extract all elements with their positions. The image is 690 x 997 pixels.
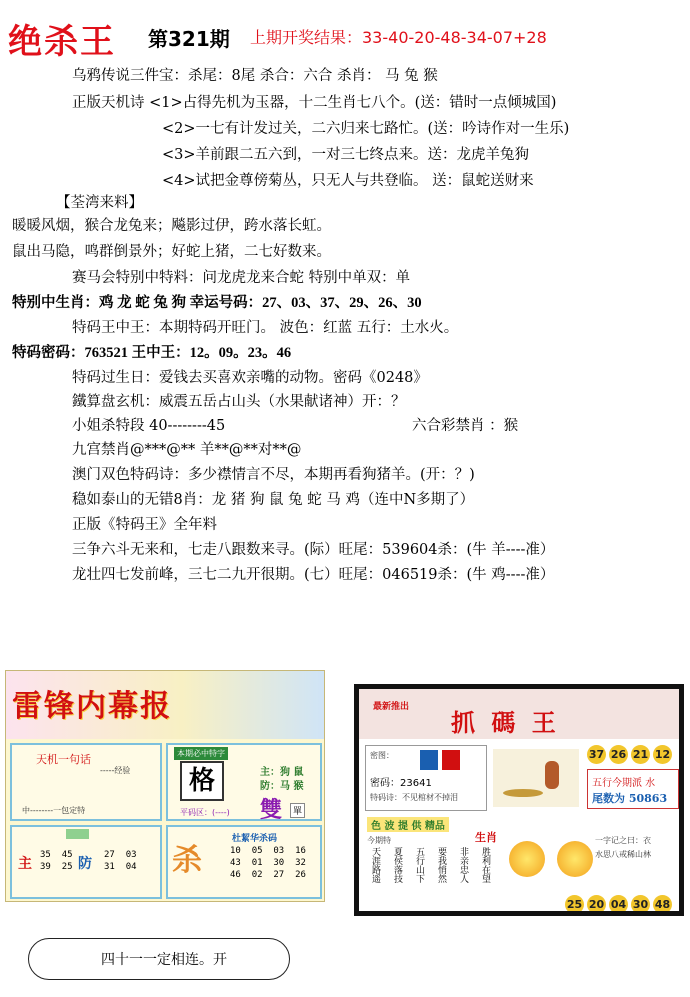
row-label: 中--------一包定特: [22, 806, 86, 815]
line-abacus: 鐵算盘玄机：威震五岳占山头（水果献诸神）开：？: [72, 394, 406, 410]
line-forbidden: 六合彩禁肖 ：猴: [412, 418, 519, 434]
line-crow-legend: 乌鸦传说三件宝：杀尾：8尾 杀合：六合 杀肖： 马 兔 猴: [72, 68, 438, 84]
line-king: 特码王中王：本期特码开旺门。 波色：红蓝 五行：土水火。: [72, 320, 459, 336]
main-zodiac: 主：狗 鼠: [260, 767, 304, 778]
sun-icon: [509, 841, 545, 877]
guard-zodiac: 防：马 猴: [260, 781, 304, 792]
line-verse-1: 暖暖风烟，猴合龙兔来；飚影过伊，跨水落长虹。: [12, 218, 331, 234]
top-ball: 26: [609, 745, 628, 764]
kill-panel: [166, 825, 322, 899]
code-image: [420, 750, 460, 770]
right-note-1: 一字记之曰：衣: [595, 836, 651, 845]
line-miss-kill: 小姐杀特段 40--------45: [72, 418, 226, 434]
section-heading: 【荃湾来料】: [56, 195, 143, 211]
top-ball: 12: [653, 745, 672, 764]
verse-col: 夏侯落技: [392, 847, 402, 883]
line-nine-palace: 九宫禁肖@***@** 羊**@**对**@: [72, 442, 302, 458]
sub-banner: [66, 829, 89, 839]
bottom-ball: 48: [653, 895, 672, 914]
fang-label: 防: [78, 857, 92, 872]
new-label: 最新推出: [373, 702, 410, 712]
line-poem-3: <3>羊前跟二五六到，一对三七终点来。送：龙虎羊兔狗: [162, 147, 530, 163]
grid-cell: 46: [230, 870, 241, 880]
grid-cell: 03: [273, 846, 285, 856]
sun-icon: [557, 841, 593, 877]
poem-panel: [10, 743, 162, 821]
card-brand: 雷锋内幕报: [12, 689, 172, 724]
right-note-2: 水思八戒稀山林: [595, 850, 651, 859]
grid-cell: 27: [273, 870, 285, 880]
top-ball: 37: [587, 745, 606, 764]
last-result: 上期开奖结果：33-40-20-48-34-07+28: [250, 28, 547, 47]
fang-num: 03: [125, 850, 137, 860]
code-value: 23641: [400, 778, 432, 789]
bottom-ball: 20: [587, 895, 606, 914]
line-annual: 正版《特码王》全年料: [72, 517, 217, 533]
info-box: [587, 769, 679, 809]
grid-cell: 01: [251, 858, 263, 868]
figure-icon: [545, 761, 559, 789]
grid-cell: 16: [295, 846, 306, 856]
shengxiao-label: 生肖: [475, 832, 497, 844]
zhuamawang-card: [354, 684, 684, 916]
card2-brand: 抓 碼 王: [451, 708, 560, 737]
shuang-char: 雙: [260, 797, 283, 823]
kill-grid-row: [230, 857, 306, 869]
grid-cell: 02: [251, 870, 263, 880]
verse-col: 要我悄然: [436, 847, 446, 883]
line-tail-2: 龙壮四七发前峰，三七二九开很期。(七）旺尾：046519杀：(牛 鸡----准）: [72, 567, 555, 583]
line-birthday: 特码过生日：爱钱去买喜欢亲嘴的动物。密码《0248》: [72, 370, 428, 386]
code-row: [370, 774, 432, 789]
line-special-zodiac: 特别中生肖：鸡 龙 蛇 兔 狗 幸运号码：27、03、37、29、26、30: [12, 295, 422, 311]
verse-col: 胜利在望: [480, 847, 490, 883]
tail-number: 尾数为 50863: [592, 792, 668, 805]
fang-num: 31: [104, 862, 115, 872]
dan-char: 單: [290, 803, 305, 818]
kill-grid-row: [230, 845, 306, 857]
plate-icon: [503, 789, 543, 797]
illustration: [493, 749, 579, 807]
cloud-bubble: [28, 938, 290, 980]
top-ball: 21: [631, 745, 650, 764]
line-poem-4: <4>试把金尊傍菊丛，只无人与共登临。 送：鼠蛇送财来: [162, 173, 534, 189]
char-box: 格: [180, 761, 224, 801]
page-title: 绝杀王: [8, 22, 116, 62]
fang-num: 04: [125, 862, 137, 872]
poem-sub: -----经验: [100, 766, 131, 775]
poem-title: 天机一句话: [36, 753, 91, 766]
grid-cell: 43: [230, 858, 241, 868]
char-panel: [166, 743, 322, 821]
zhu-num: 25: [61, 862, 73, 872]
line-macau-poem: 澳门双色特码诗：多少襟情言不尽，本期再看狗猪羊。(开：？): [72, 467, 475, 483]
tema-poem: 特码诗：不见棺材不掉泪: [370, 793, 458, 802]
grid-cell: 32: [295, 858, 306, 868]
flat-code-row: 平码区：(----): [180, 808, 230, 817]
zhu-num: 35: [40, 850, 51, 860]
leifeng-card: [5, 670, 325, 902]
code-label: 密码：: [370, 778, 400, 789]
line-poem-2: <2>一七有计发过关，二六归来七路忙。(送：吟诗作对一生乐): [162, 121, 570, 137]
zhu-num: 39: [40, 862, 51, 872]
line-eight-zodiac: 稳如泰山的无错8肖：龙 猪 狗 鼠 兔 蛇 马 鸡（连中N多期了）: [72, 492, 475, 508]
char-box-title: 本期必中特字: [174, 747, 228, 760]
verse-col: 五行山下: [414, 847, 424, 883]
kill-grid-row: [230, 869, 306, 881]
zhu-label: 主: [18, 857, 32, 872]
verse-col: 天涯路遥: [370, 847, 380, 883]
fang-numbers: [104, 849, 137, 873]
color-row: 色 波 提 供 精品: [367, 817, 449, 832]
note-label: 今期特: [367, 836, 391, 845]
grid-cell: 26: [295, 870, 306, 880]
grid-cell: 05: [251, 846, 263, 856]
wuxing: 五行今期派 水: [592, 778, 656, 789]
zhu-num: 45: [61, 850, 73, 860]
zhu-numbers: [40, 849, 73, 873]
code-box: [365, 745, 487, 811]
kill-grid: [230, 845, 306, 881]
numbers-panel: [10, 825, 162, 899]
grid-title: 杜絜华杀码: [232, 834, 278, 844]
grid-cell: 10: [230, 846, 241, 856]
line-poem-1: 正版天机诗 <1>占得先机为玉器，十二生肖七八个。(送：错时一点倾城国): [72, 95, 557, 111]
line-secret-code: 特码密码：763521 王中王：12。09。23。46: [12, 345, 292, 361]
line-horse-racing: 赛马会特别中特料：问龙虎龙来合蛇 特别中单双：单: [72, 270, 411, 286]
line-verse-2: 鼠出马隐，鸣群倒景外；好蛇上猪，二七好数来。: [12, 244, 331, 260]
bottom-ball: 30: [631, 895, 650, 914]
bottom-ball: 04: [609, 895, 628, 914]
bottom-ball: 25: [565, 895, 584, 914]
sha-char: 杀: [172, 843, 202, 878]
verse-col: 非亲忠人: [458, 847, 468, 883]
fang-num: 27: [104, 850, 115, 860]
issue-number: 第321期: [148, 27, 230, 51]
line-tail-1: 三争六斗无来和，七走八跟数来寻。(际）旺尾：539604杀：(牛 羊----准）: [72, 542, 555, 558]
mima-label: 密图：: [370, 751, 394, 760]
cloud-text: 四十一一定相连。开: [101, 952, 227, 968]
grid-cell: 30: [273, 858, 285, 868]
